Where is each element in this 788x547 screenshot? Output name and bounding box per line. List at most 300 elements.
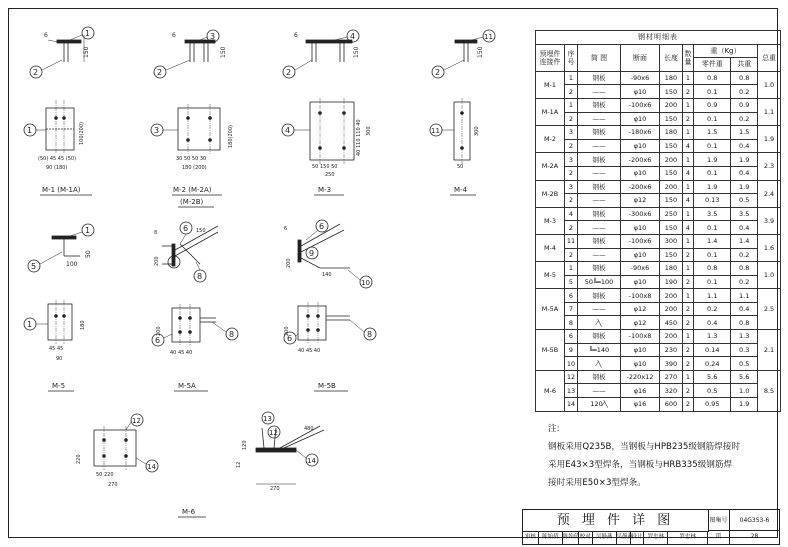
- table-row: [536, 194, 781, 208]
- callout-1-m5: [70, 224, 94, 236]
- callout-10: [348, 270, 372, 288]
- drawing-title: 预 埋 件 详 图: [523, 510, 709, 532]
- grand-total-cell: 1.0: [758, 71, 781, 98]
- dim-6: 6: [44, 32, 48, 39]
- table-row: [536, 234, 781, 248]
- cell-no: 12: [565, 370, 578, 384]
- grand-total-cell: 8.5: [758, 370, 781, 411]
- svg-text:10: 10: [361, 279, 370, 287]
- m3-plan-view: [310, 98, 372, 178]
- cell-qty: 1: [683, 289, 694, 303]
- svg-text:9: 9: [309, 249, 315, 258]
- svg-text:8: 8: [154, 230, 158, 236]
- cell-sketch: 钢板: [578, 71, 621, 85]
- notes-line-1: 钢板采用Q235B，当钢板与HPB235级钢筋焊接时: [548, 442, 740, 452]
- cell-tw: 0.8: [731, 262, 758, 276]
- svg-text:50 220: 50 220: [96, 472, 114, 478]
- svg-text:6: 6: [319, 222, 325, 231]
- cell-tw: 0.4: [731, 221, 758, 235]
- callout-4-plan: [282, 124, 310, 136]
- notes-line-3: 接时采用E50×3型焊条。: [548, 478, 646, 488]
- svg-text:6: 6: [284, 226, 288, 232]
- cell-sketch: 钢板: [578, 370, 621, 384]
- m5a-title: [174, 382, 208, 391]
- sign-cell: 吴静燕: [593, 531, 617, 544]
- svg-text:150: 150: [196, 228, 206, 234]
- cell-pw: 0.13: [694, 194, 731, 208]
- svg-text:6: 6: [155, 336, 161, 345]
- svg-text:120: 120: [242, 440, 248, 450]
- cell-section: -180x6: [621, 126, 660, 140]
- cell-tw: 0.8: [731, 316, 758, 330]
- cell-len: 390: [660, 357, 683, 371]
- grand-total-cell: 1.9: [758, 126, 781, 153]
- cell-no: 9: [565, 343, 578, 357]
- cell-sketch: 钢板: [578, 330, 621, 344]
- svg-text:12: 12: [236, 461, 242, 468]
- cell-pw: 0.14: [694, 343, 731, 357]
- svg-text:150: 150: [477, 46, 484, 58]
- svg-text:220: 220: [76, 454, 82, 464]
- table-row: [536, 275, 781, 289]
- cell-sketch: 钢板: [578, 126, 621, 140]
- cell-sketch: 120⁄╲: [578, 398, 621, 412]
- cell-qty: 4: [683, 221, 694, 235]
- m5-title: [48, 382, 74, 391]
- callout-1-plan: [24, 124, 46, 136]
- svg-text:5: 5: [31, 262, 37, 271]
- cell-no: 2: [565, 221, 578, 235]
- svg-text:200: 200: [154, 256, 160, 266]
- cell-sketch: ——: [578, 85, 621, 99]
- grand-total-cell: 2.1: [758, 330, 781, 371]
- cell-qty: 1: [683, 153, 694, 167]
- cell-pw: 0.1: [694, 85, 731, 99]
- m1-title: [40, 186, 92, 195]
- cell-sketch: 钢板: [578, 180, 621, 194]
- cell-tw: 0.5: [731, 357, 758, 371]
- cell-tw: 0.9: [731, 98, 758, 112]
- atlas-number: 04G353-6: [730, 510, 779, 531]
- cell-qty: 4: [683, 194, 694, 208]
- svg-text:8: 8: [367, 330, 373, 339]
- callout-14: [136, 458, 158, 472]
- cell-no: 2: [565, 139, 578, 153]
- callout-9: [306, 247, 318, 259]
- table-row: [536, 180, 781, 194]
- cell-pw: 1.9: [694, 153, 731, 167]
- callout-6: [180, 222, 192, 244]
- cell-qty: 2: [683, 316, 694, 330]
- notes-title: 注:: [548, 424, 560, 434]
- svg-text:12: 12: [132, 417, 141, 425]
- cell-section: φ10: [621, 166, 660, 180]
- col-total-weight: 共重: [731, 58, 758, 72]
- cell-section: φ12: [621, 316, 660, 330]
- svg-text:150: 150: [353, 46, 360, 58]
- cell-no: 8: [565, 316, 578, 330]
- table-row: [536, 398, 781, 412]
- part-name-cell: M-2: [536, 126, 565, 153]
- cell-tw: 0.3: [731, 343, 758, 357]
- svg-text:8: 8: [229, 330, 235, 339]
- callout-11-plan: [430, 124, 454, 136]
- svg-text:40 45 40: 40 45 40: [170, 350, 193, 356]
- svg-text:M-6: M-6: [182, 508, 196, 516]
- part-name-cell: M-4: [536, 234, 565, 261]
- svg-text:14: 14: [147, 463, 156, 471]
- svg-text:140: 140: [322, 272, 332, 278]
- callout-2: [30, 60, 62, 78]
- svg-text:(M-2B): (M-2B): [180, 198, 204, 206]
- cell-sketch: 钢板: [578, 207, 621, 221]
- table-row: [536, 85, 781, 99]
- svg-text:3: 3: [154, 126, 160, 135]
- m5a-plan-view: [156, 304, 216, 356]
- svg-text:50: 50: [457, 164, 464, 170]
- svg-text:1: 1: [27, 320, 33, 329]
- atlas-label: 图集号: [708, 510, 730, 531]
- svg-text:250: 250: [325, 172, 335, 178]
- cell-len: 200: [660, 330, 683, 344]
- col-length: 长度: [660, 44, 683, 71]
- cell-sketch: ——: [578, 112, 621, 126]
- svg-text:4: 4: [350, 32, 356, 41]
- cell-tw: 0.2: [731, 112, 758, 126]
- grand-total-cell: 1.1: [758, 98, 781, 125]
- cell-section: φ10: [621, 343, 660, 357]
- svg-text:270: 270: [108, 482, 118, 488]
- sign-cell: 吴静燕: [617, 531, 631, 544]
- col-grand: 总重: [758, 44, 781, 71]
- cell-tw: 0.2: [731, 85, 758, 99]
- m2-plan-view: [176, 104, 234, 171]
- cell-section: φ10: [621, 221, 660, 235]
- cell-qty: 2: [683, 302, 694, 316]
- cell-sketch: ——: [578, 248, 621, 262]
- svg-text:2: 2: [33, 68, 39, 77]
- table-caption: 钢材明细表: [536, 31, 781, 45]
- svg-text:11: 11: [484, 33, 493, 41]
- callout-1: [70, 27, 94, 40]
- cell-qty: 4: [683, 139, 694, 153]
- svg-text:50 150 50: 50 150 50: [312, 164, 338, 170]
- cell-qty: 2: [683, 343, 694, 357]
- callout-3-plan: [151, 124, 178, 136]
- svg-text:100: 100: [66, 261, 78, 268]
- cell-no: 1: [565, 262, 578, 276]
- cell-section: φ12: [621, 302, 660, 316]
- title-block: [522, 509, 780, 545]
- cell-section: -300x6: [621, 207, 660, 221]
- svg-text:2: 2: [157, 68, 163, 77]
- dim-150: 150: [83, 46, 90, 58]
- cell-pw: 0.95: [694, 398, 731, 412]
- col-qty: 数量: [683, 44, 694, 71]
- cell-len: 200: [660, 180, 683, 194]
- part-name-cell: M-5B: [536, 330, 565, 371]
- notes: [548, 420, 778, 492]
- cell-qty: 1: [683, 234, 694, 248]
- table-row: [536, 207, 781, 221]
- cell-sketch: ⁄╲: [578, 357, 621, 371]
- cell-tw: 1.1: [731, 289, 758, 303]
- m5b-side-view: [284, 224, 350, 278]
- cell-section: φ16: [621, 384, 660, 398]
- callout-5: [28, 252, 62, 272]
- m4-title: [450, 186, 476, 195]
- cell-section: φ10: [621, 139, 660, 153]
- m4-side-view: [455, 40, 484, 62]
- svg-text:14: 14: [307, 457, 316, 465]
- callout-13: [262, 412, 274, 424]
- m5-side-view: [52, 236, 92, 268]
- table-row: [536, 330, 781, 344]
- cell-no: 4: [565, 207, 578, 221]
- svg-text:1: 1: [85, 226, 91, 235]
- part-name-cell: M-3: [536, 207, 565, 234]
- svg-text:180 (200): 180 (200): [182, 165, 207, 171]
- m5b-title: [314, 382, 348, 391]
- cell-section: φ12: [621, 194, 660, 208]
- svg-text:6: 6: [172, 32, 176, 39]
- part-name-cell: M-2B: [536, 180, 565, 207]
- svg-text:7: 7: [171, 258, 177, 267]
- cell-pw: 3.5: [694, 207, 731, 221]
- grand-total-cell: 2.3: [758, 153, 781, 180]
- svg-text:6: 6: [287, 334, 293, 343]
- svg-text:3: 3: [210, 32, 216, 41]
- m1-plan-view: [38, 100, 85, 171]
- svg-text:180(200): 180(200): [228, 125, 234, 148]
- cell-tw: 0.4: [731, 302, 758, 316]
- part-name-cell: M-5: [536, 262, 565, 289]
- cell-tw: 5.6: [731, 370, 758, 384]
- cell-len: 250: [660, 207, 683, 221]
- cell-pw: 0.5: [694, 384, 731, 398]
- cell-pw: 1.4: [694, 234, 731, 248]
- cell-no: 6: [565, 330, 578, 344]
- col-sketch: 简 图: [578, 44, 621, 71]
- svg-text:M-3: M-3: [318, 186, 332, 194]
- part-name-cell: M-2A: [536, 153, 565, 180]
- cell-no: 1: [565, 98, 578, 112]
- cell-no: 2: [565, 194, 578, 208]
- svg-text:1: 1: [85, 29, 91, 38]
- svg-text:M-5: M-5: [52, 382, 66, 390]
- cell-section: φ10: [621, 275, 660, 289]
- table-row: [536, 126, 781, 140]
- sign-cell: 罗忠林: [644, 531, 668, 544]
- cell-qty: 1: [683, 180, 694, 194]
- svg-text:6: 6: [183, 224, 189, 233]
- table-row: [536, 370, 781, 384]
- m2-title: [172, 186, 222, 207]
- cell-pw: 0.2: [694, 302, 731, 316]
- svg-text:M-5A: M-5A: [178, 382, 196, 390]
- callout-2-m3: [283, 60, 312, 78]
- cell-len: 150: [660, 221, 683, 235]
- cell-qty: 2: [683, 384, 694, 398]
- cell-sketch: 钢板: [578, 153, 621, 167]
- cell-no: 11: [565, 234, 578, 248]
- cell-tw: 1.9: [731, 180, 758, 194]
- cell-section: -100x6: [621, 234, 660, 248]
- table-row: [536, 357, 781, 371]
- table-row: [536, 98, 781, 112]
- cell-section: φ10: [621, 357, 660, 371]
- cell-qty: 1: [683, 126, 694, 140]
- m3-title: [314, 186, 344, 195]
- cell-pw: 0.1: [694, 248, 731, 262]
- col-part: 预埋件连接件: [536, 44, 565, 71]
- sign-cell: 陈始倩: [539, 531, 563, 544]
- cell-sketch: ——: [578, 302, 621, 316]
- cell-qty: 1: [683, 370, 694, 384]
- cell-pw: 0.1: [694, 112, 731, 126]
- svg-text:270: 270: [270, 486, 280, 492]
- cell-section: -200x6: [621, 153, 660, 167]
- cell-tw: 1.3: [731, 330, 758, 344]
- cell-tw: 0.2: [731, 275, 758, 289]
- cell-no: 3: [565, 180, 578, 194]
- cell-len: 230: [660, 343, 683, 357]
- cell-len: 180: [660, 262, 683, 276]
- svg-text:45 45: 45 45: [49, 346, 64, 352]
- cell-qty: 1: [683, 98, 694, 112]
- grand-total-cell: 2.5: [758, 289, 781, 330]
- cell-qty: 2: [683, 85, 694, 99]
- cell-tw: 1.5: [731, 126, 758, 140]
- sign-cell: 罗忠林: [679, 534, 696, 540]
- cell-pw: 0.1: [694, 139, 731, 153]
- svg-text:8: 8: [197, 272, 203, 281]
- cell-qty: 2: [683, 357, 694, 371]
- cell-pw: 5.6: [694, 370, 731, 384]
- cell-section: -100x8: [621, 330, 660, 344]
- cell-no: 13: [565, 384, 578, 398]
- cell-sketch: 钢板: [578, 262, 621, 276]
- table-row: [536, 289, 781, 303]
- col-section: 断面: [621, 44, 660, 71]
- cell-len: 320: [660, 384, 683, 398]
- cell-section: φ10: [621, 112, 660, 126]
- steel-schedule: [535, 30, 781, 412]
- sign-cell: 审核: [523, 531, 539, 544]
- cell-tw: 0.8: [731, 71, 758, 85]
- svg-text:180: 180: [80, 320, 86, 330]
- cell-pw: 0.1: [694, 275, 731, 289]
- cell-no: 2: [565, 248, 578, 262]
- cell-pw: 0.8: [694, 262, 731, 276]
- table-row: [536, 166, 781, 180]
- cell-section: -220x12: [621, 370, 660, 384]
- cell-qty: 2: [683, 248, 694, 262]
- cell-len: 180: [660, 126, 683, 140]
- cell-no: 2: [565, 166, 578, 180]
- svg-text:30 50 50 30: 30 50 50 30: [176, 156, 207, 162]
- cell-tw: 1.4: [731, 234, 758, 248]
- svg-text:4: 4: [285, 126, 291, 135]
- cell-qty: 2: [683, 398, 694, 412]
- table-row: [536, 248, 781, 262]
- cell-no: 5: [565, 275, 578, 289]
- svg-text:300: 300: [366, 126, 372, 136]
- cell-len: 450: [660, 316, 683, 330]
- callout-2-m2: [154, 60, 190, 78]
- table-row: [536, 302, 781, 316]
- table-row: [536, 262, 781, 276]
- sign-cell: 设计: [631, 531, 645, 544]
- callout-7: [168, 256, 180, 268]
- cell-pw: 0.1: [694, 166, 731, 180]
- m4-plan-view: [454, 98, 480, 170]
- part-name-cell: M-5A: [536, 289, 565, 330]
- cell-no: 10: [565, 357, 578, 371]
- cell-len: 200: [660, 98, 683, 112]
- page-label: 页: [708, 531, 730, 544]
- table-row: [536, 71, 781, 85]
- cell-pw: 1.5: [694, 126, 731, 140]
- part-name-cell: M-1: [536, 71, 565, 98]
- cell-section: φ10: [621, 85, 660, 99]
- cell-section: φ10: [621, 248, 660, 262]
- cell-pw: 0.8: [694, 71, 731, 85]
- cell-tw: 0.4: [731, 166, 758, 180]
- svg-text:11: 11: [431, 127, 440, 135]
- cell-pw: 1.3: [694, 330, 731, 344]
- table-row: [536, 112, 781, 126]
- cell-qty: 2: [683, 112, 694, 126]
- cell-pw: 0.4: [694, 316, 731, 330]
- cell-sketch: ╚═140: [578, 343, 621, 357]
- page-number: 28: [750, 533, 759, 540]
- callout-12-side: [268, 426, 280, 438]
- m5b-plan-view: [284, 302, 350, 354]
- cell-sketch: ——: [578, 166, 621, 180]
- cell-no: 6: [565, 289, 578, 303]
- col-weight: 重（Kg）: [694, 44, 758, 58]
- svg-text:200: 200: [286, 258, 292, 268]
- cell-section: -90x6: [621, 71, 660, 85]
- svg-text:M-4: M-4: [454, 186, 468, 194]
- cell-sketch: ——: [578, 221, 621, 235]
- cell-pw: 0.1: [694, 221, 731, 235]
- callout-8-plan: [212, 322, 238, 340]
- cell-no: 2: [565, 112, 578, 126]
- svg-text:6: 6: [294, 32, 298, 39]
- callout-14-side: [296, 450, 318, 466]
- notes-line-2: 采用E43×3型焊条，当钢板与HRB335级钢筋焊: [548, 460, 733, 470]
- cell-section: -200x6: [621, 180, 660, 194]
- cell-qty: 1: [683, 262, 694, 276]
- cell-tw: 1.9: [731, 153, 758, 167]
- col-part-weight: 零件重: [694, 58, 731, 72]
- cell-tw: 1.0: [731, 384, 758, 398]
- svg-text:1: 1: [27, 126, 33, 135]
- svg-text:50: 50: [85, 250, 92, 258]
- cell-len: 200: [660, 153, 683, 167]
- grand-total-cell: 1.0: [758, 262, 781, 289]
- cell-sketch: ——: [578, 194, 621, 208]
- cell-tw: 3.5: [731, 207, 758, 221]
- svg-text:150: 150: [220, 46, 227, 58]
- col-no: 序号: [565, 44, 578, 71]
- cell-tw: 0.5: [731, 194, 758, 208]
- dim-100-200: 100(200): [79, 122, 85, 145]
- svg-text:2: 2: [286, 68, 292, 77]
- table-row: [536, 384, 781, 398]
